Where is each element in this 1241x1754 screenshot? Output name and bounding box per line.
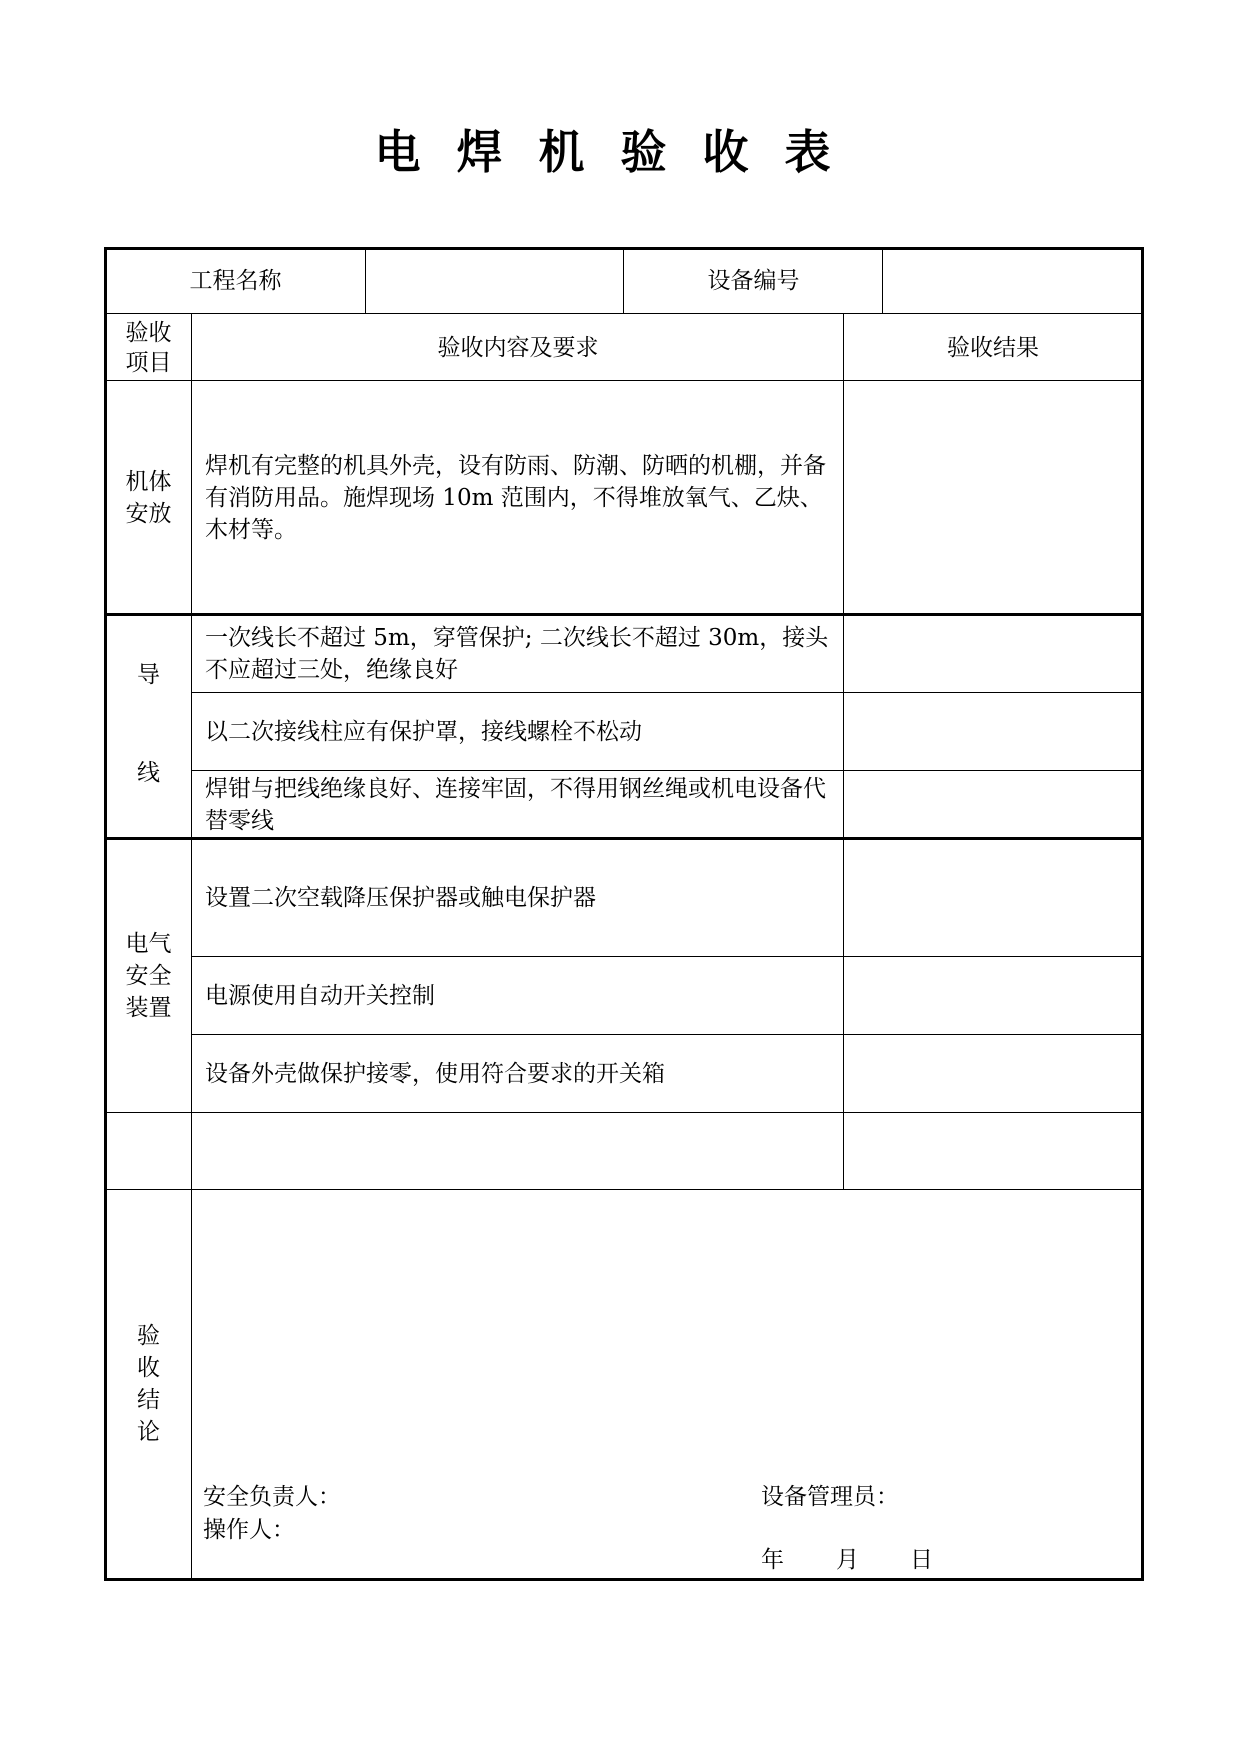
result-cell[interactable]: [845, 772, 1141, 837]
project-name-label: 工程名称: [189, 268, 282, 294]
conclusion-label-char: 收: [137, 1355, 160, 1381]
column-header-item: [106, 315, 191, 380]
conclusion-label-char: 结: [137, 1387, 160, 1413]
section-item-wires: [106, 615, 191, 837]
section-item-line: 导: [137, 662, 160, 688]
section-item-empty: [106, 1114, 191, 1189]
conclusion-label-char: 验: [137, 1323, 160, 1349]
safety-officer-label: 安全负责人：: [203, 1484, 341, 1510]
requirement-cell: 设置二次空载降压保护器或触电保护器: [205, 884, 596, 911]
result-cell[interactable]: [845, 615, 1141, 692]
section-item-line: 安放: [125, 500, 172, 527]
conclusion-label: [106, 1320, 191, 1460]
requirement-cell: 以二次接线柱应有保护罩，接线螺栓不松动: [205, 719, 642, 745]
equipment-no-label: 设备编号: [707, 268, 800, 294]
column-header-content: 验收内容及要求: [437, 334, 599, 361]
requirement-cell[interactable]: [193, 1114, 843, 1189]
section-item-line: 装置: [125, 994, 172, 1021]
date-year-label: 年: [761, 1547, 784, 1573]
requirement-cell: 焊机有完整的机具外壳，设有防雨、防潮、防晒的机棚，并备有消防用品。施焊现场 10m 范围内，不得堆放氧气、乙炔、木材等。: [205, 452, 826, 543]
requirement-cell: 焊钳与把线绝缘良好、连接牢固，不得用钢丝绳或机电设备代替零线: [205, 775, 826, 834]
date-day-label: 日: [910, 1547, 933, 1573]
column-header-item-line: 项目: [125, 349, 172, 376]
section-item-line: 电气: [125, 930, 172, 957]
conclusion-label-char: 论: [137, 1419, 160, 1445]
result-cell[interactable]: [845, 958, 1141, 1034]
column-header-result: 验收结果: [947, 334, 1039, 361]
conclusion-area[interactable]: [193, 1191, 1141, 1578]
section-item-line: 安全: [125, 962, 172, 989]
project-name-field[interactable]: [367, 249, 623, 313]
column-header-item-line: 验收: [125, 319, 172, 346]
requirement-cell: 一次线长不超过 5m，穿管保护; 二次线长不超过 30m，接头不应超过三处，绝缘良好: [205, 624, 829, 683]
result-cell[interactable]: [845, 1036, 1141, 1112]
section-item-body-placement: [106, 382, 191, 613]
equipment-manager-label: 设备管理员：: [761, 1484, 899, 1510]
requirement-cell: 电源使用自动开关控制: [205, 983, 435, 1009]
operator-label: 操作人：: [203, 1517, 295, 1543]
result-cell[interactable]: [845, 382, 1141, 613]
requirement-cell: 设备外壳做保护接零，使用符合要求的开关箱: [205, 1061, 665, 1087]
section-item-line: 机体: [125, 468, 172, 495]
section-item-electrical-safety: [106, 839, 191, 1112]
date-month-label: 月: [836, 1547, 859, 1573]
page-title: 电焊机验收表: [374, 125, 867, 179]
result-cell[interactable]: [845, 694, 1141, 770]
section-item-line: 线: [137, 760, 160, 786]
result-cell[interactable]: [845, 839, 1141, 956]
equipment-no-field[interactable]: [884, 249, 1141, 313]
result-cell[interactable]: [845, 1114, 1141, 1189]
